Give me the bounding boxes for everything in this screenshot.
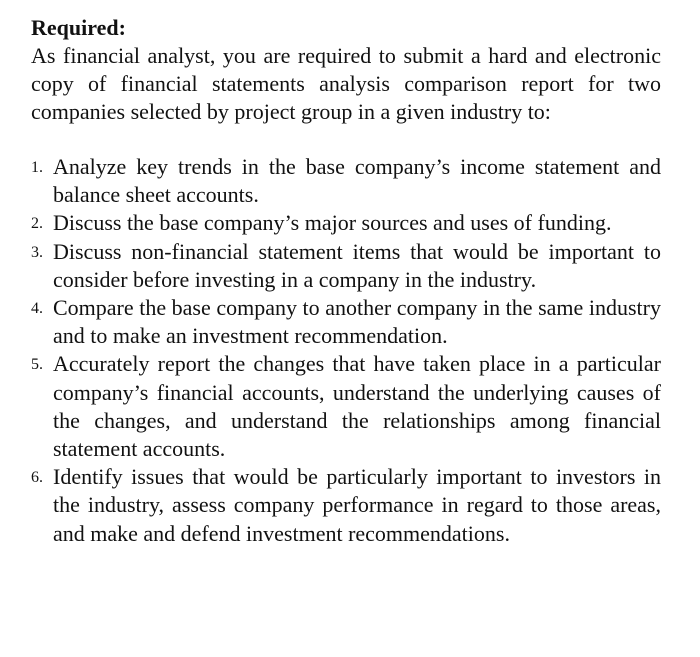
list-item-text: Analyze key trends in the base company’s income statement and balance sheet accounts. <box>53 154 661 208</box>
list-item-text: Discuss non-financial statement items that would be important to consider before investing in a company in the industry. <box>53 238 661 292</box>
list-item-number: 1. <box>31 159 43 176</box>
list-item-number: 5. <box>31 356 43 374</box>
list-item <box>31 463 661 548</box>
intro-paragraph: As financial analyst, you are required to submit a hard and electronic copy of financial statements analysis comparison report for two companies selected by project group in a given industry to: <box>31 43 661 124</box>
list-item <box>31 350 661 463</box>
list-item <box>31 153 661 209</box>
heading: Required: <box>31 15 126 40</box>
list-item-text: Accurately report the changes that have taken place in a particular company’s financial accounts, understand the underlying causes of the changes, and understand the relationships among financial statement accounts. <box>53 351 661 462</box>
list-item-number: 4. <box>31 300 43 318</box>
list-item-text: Identify issues that would be particularly important to investors in the industry, assess company performance in regard to those areas, and make and defend investment recommendations. <box>53 464 661 546</box>
list-item-number: 2. <box>31 215 43 233</box>
list-item-number: 6. <box>31 469 43 487</box>
list-item <box>31 238 661 294</box>
list-item-text: Compare the base company to another company in the same industry and to make an investment recommendation. <box>53 295 661 349</box>
requirements-list <box>31 153 661 548</box>
list-item <box>31 209 661 237</box>
list-item <box>31 294 661 350</box>
list-item-number: 3. <box>31 243 43 261</box>
document <box>31 14 661 548</box>
list-item-text: Discuss the base company’s major sources and uses of funding. <box>53 210 612 236</box>
